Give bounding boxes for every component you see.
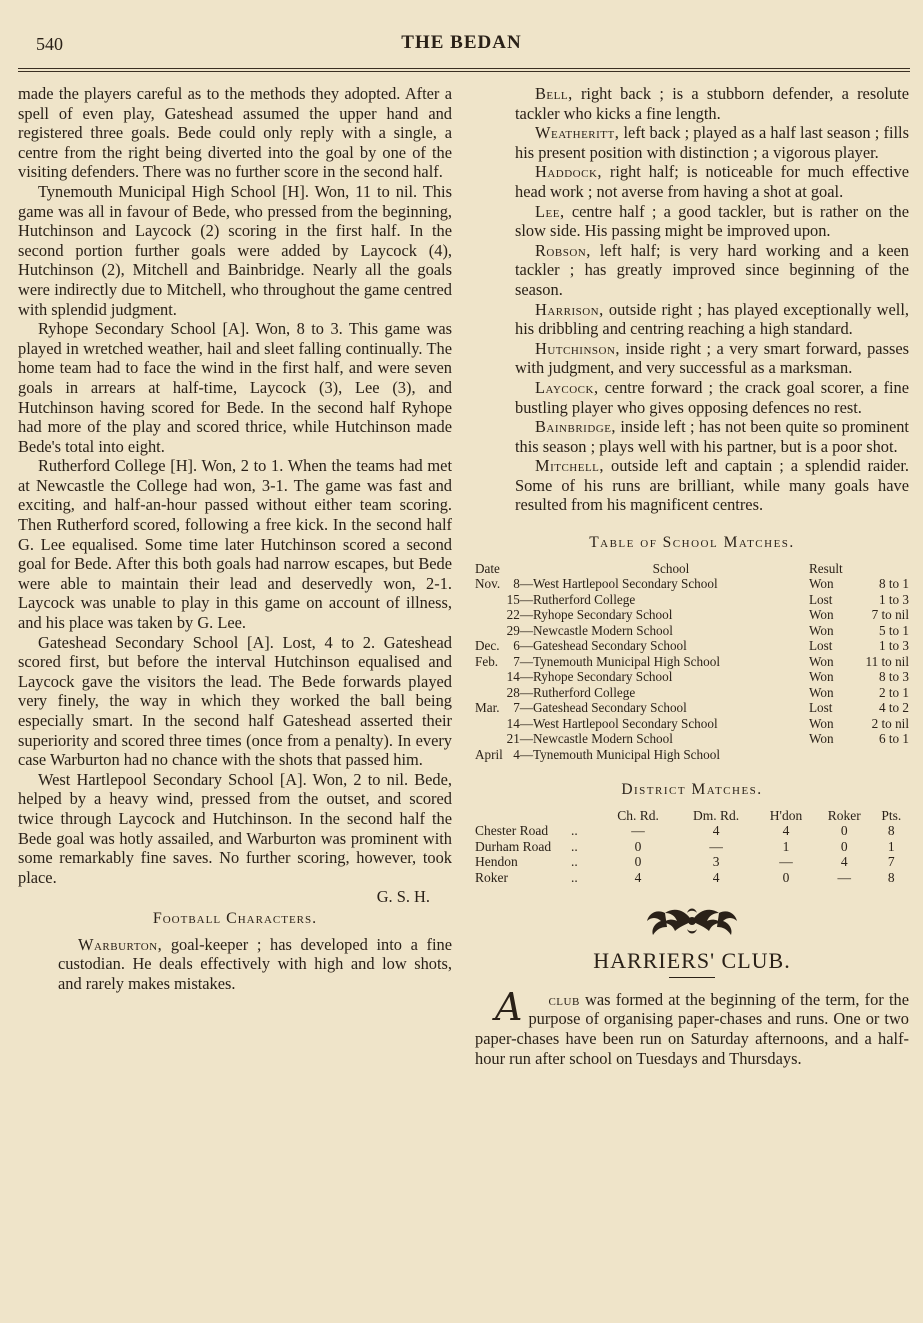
match-school-cell: West Hartlepool Secondary School xyxy=(533,576,718,592)
match-result-cell xyxy=(809,747,853,763)
district-team-cell: Durham Road xyxy=(475,838,552,854)
match-day: 6— xyxy=(513,638,533,654)
table-row xyxy=(475,823,909,839)
author-signature: G. S. H. xyxy=(376,887,430,907)
table-row xyxy=(475,576,909,592)
characters-heading: Football Characters. xyxy=(152,909,318,927)
district-score-cell: 8 xyxy=(887,823,895,839)
district-score-cell: 8 xyxy=(887,869,895,885)
character-name: Weatheritt, xyxy=(535,123,620,143)
match-month: April xyxy=(475,746,503,762)
left-column xyxy=(18,84,452,993)
match-result-cell: Won xyxy=(809,576,834,592)
school-column-header: School xyxy=(652,560,690,576)
match-day-number: 7 xyxy=(513,653,520,669)
match-month: Dec. xyxy=(475,638,500,654)
character-name: Mitchell, xyxy=(535,456,604,476)
match-score-cell: 7 to nil xyxy=(871,607,909,623)
character-name: Bell, xyxy=(535,84,573,103)
match-result-cell: Lost xyxy=(809,638,833,654)
match-date-cell xyxy=(475,747,533,763)
school-matches-table xyxy=(475,561,909,763)
district-team-cell: Hendon xyxy=(475,854,518,870)
match-school-cell: Tynemouth Municipal High School xyxy=(533,746,720,762)
match-school-cell: Ryhope Secondary School xyxy=(533,607,673,623)
match-day-number: 6 xyxy=(513,638,520,654)
match-date-cell xyxy=(475,654,533,670)
match-day-number: 14 xyxy=(506,669,520,685)
drop-cap: A xyxy=(495,984,523,1029)
match-day: 8— xyxy=(513,576,533,592)
match-school-cell: Tynemouth Municipal High School xyxy=(533,653,720,669)
character-description: goal-keeper ; has developed into a fine custodian. He deals effectively with high and low shots, and rarely makes mistakes. xyxy=(58,934,452,993)
character-description: right half; is noticeable for much effective head work ; not averse from having a shot at goal. xyxy=(515,162,909,201)
character-entry xyxy=(475,241,909,300)
match-day: 4— xyxy=(513,746,533,762)
header-rule xyxy=(18,68,910,69)
match-day-number: 28 xyxy=(506,684,520,700)
match-day-number: 22 xyxy=(506,607,520,623)
character-description: centre forward ; the crack goal scorer, a fine bustling player who gives opposing defences no rest. xyxy=(515,377,909,417)
match-month: Feb. xyxy=(475,653,499,669)
match-day-number: 4 xyxy=(513,746,520,762)
match-day: 7— xyxy=(513,700,533,716)
character-name: Harrison, xyxy=(535,299,604,319)
match-result-cell: Won xyxy=(809,669,834,685)
table-row xyxy=(475,685,909,701)
character-name: Laycock, xyxy=(535,377,599,397)
district-matches-body xyxy=(475,823,909,885)
match-date-cell xyxy=(475,638,533,654)
match-day-number: 15 xyxy=(506,591,520,607)
match-date-cell xyxy=(475,576,533,592)
leader-dots: .. xyxy=(571,869,578,885)
character-entry xyxy=(475,162,909,201)
character-name: Warburton, xyxy=(78,934,163,954)
district-score-cell: 4 xyxy=(840,854,848,870)
match-result-cell: Won xyxy=(809,684,834,700)
match-school-cell: Rutherford College xyxy=(533,591,636,607)
match-score-cell: 5 to 1 xyxy=(878,622,909,638)
match-result-cell: Lost xyxy=(809,700,833,716)
match-score-cell: 4 to 2 xyxy=(878,700,909,716)
character-entry xyxy=(475,417,909,456)
table-row xyxy=(475,870,909,886)
match-day: 22— xyxy=(506,607,533,623)
match-day-number: 29 xyxy=(506,622,520,638)
character-entry xyxy=(18,935,452,994)
match-date-cell xyxy=(475,731,533,747)
match-score-cell: 1 to 3 xyxy=(878,591,909,607)
district-score-cell: 0 xyxy=(782,869,790,885)
district-score-cell: — xyxy=(779,854,793,870)
dots-column-header xyxy=(571,808,601,824)
table-row xyxy=(475,747,909,763)
table-row xyxy=(475,654,909,670)
leader-dots: .. xyxy=(571,854,578,870)
match-school-cell: Newcastle Modern School xyxy=(533,622,673,638)
school-matches-body xyxy=(475,576,909,762)
match-day: 15— xyxy=(506,591,533,607)
match-score-cell: 11 to nil xyxy=(865,653,909,669)
district-team-cell: Chester Road xyxy=(475,823,549,839)
district-score-cell: 7 xyxy=(887,854,895,870)
district-score-cell: 1 xyxy=(782,838,790,854)
district-score-cell: 0 xyxy=(840,838,848,854)
character-entry xyxy=(475,202,909,241)
table-row xyxy=(475,854,909,870)
match-school-cell: Newcastle Modern School xyxy=(533,731,673,747)
district-matches-table xyxy=(475,808,909,886)
district-column-header: Dm. Rd. xyxy=(693,807,740,823)
character-description: inside right ; a very smart forward, passes with judgment, and very successful as a marksman. xyxy=(515,338,909,378)
character-name: Haddock, xyxy=(535,162,602,182)
district-matches-title: District Matches. xyxy=(621,781,763,799)
district-score-cell: 0 xyxy=(634,838,642,854)
match-school-cell: Ryhope Secondary School xyxy=(533,669,673,685)
match-result-cell: Won xyxy=(809,653,834,669)
district-score-cell: 0 xyxy=(634,854,642,870)
page-header xyxy=(0,30,923,64)
match-score-cell: 2 to nil xyxy=(871,715,909,731)
table-header-row xyxy=(475,561,909,577)
match-result-cell: Won xyxy=(809,622,834,638)
character-description: left back ; played as a half last season ; fills his present position with distinction ; a vigorous player. xyxy=(515,123,909,162)
character-entry xyxy=(475,378,909,417)
character-description: outside right ; has played exceptionally well, his dribbling and centring reaching a high standard. xyxy=(515,299,909,339)
match-score-cell: 1 to 3 xyxy=(878,638,909,654)
district-score-cell: 4 xyxy=(712,869,720,885)
match-school-cell: Rutherford College xyxy=(533,684,636,700)
character-entry xyxy=(475,339,909,378)
table-row xyxy=(475,700,909,716)
table-row xyxy=(475,731,909,747)
character-name: Robson, xyxy=(535,240,591,260)
header-rule-double xyxy=(18,71,910,72)
right-column xyxy=(475,84,909,1068)
match-score-cell xyxy=(853,747,909,763)
character-name: Bainbridge, xyxy=(535,417,617,437)
table-header-row xyxy=(475,808,909,824)
match-day: 28— xyxy=(506,684,533,700)
match-day: 29— xyxy=(506,622,533,638)
page-number: 540 xyxy=(36,34,63,54)
match-date-cell xyxy=(475,623,533,639)
table-row xyxy=(475,623,909,639)
district-score-cell: — xyxy=(837,869,851,885)
school-matches-title: Table of School Matches. xyxy=(589,534,795,552)
harriers-club-text: was formed at the beginning of the term, for the purpose of organising paper-chases and runs. One or two paper-chases have been run on Saturday afternoons, and a half-hour run after school on Tuesdays and Thursdays. xyxy=(475,989,909,1068)
district-score-cell: 0 xyxy=(840,823,848,839)
character-name: Lee, xyxy=(535,201,565,221)
match-date-cell xyxy=(475,685,533,701)
match-date-cell xyxy=(475,669,533,685)
match-result-cell: Won xyxy=(809,731,834,747)
date-column-header: Date xyxy=(475,560,500,576)
district-column-header: H'don xyxy=(769,807,803,823)
leader-dots: .. xyxy=(571,823,578,839)
match-score-cell: 6 to 1 xyxy=(878,731,909,747)
paragraph-lead-word: club xyxy=(548,989,580,1009)
table-row xyxy=(475,716,909,732)
match-date-cell xyxy=(475,607,533,623)
result-column-header: Result xyxy=(809,560,843,576)
match-school-cell: Gateshead Secondary School xyxy=(533,638,687,654)
table-row xyxy=(475,638,909,654)
character-description: inside left ; has not been quite so prominent this season ; plays well with his partner, but is a poor shot. xyxy=(515,417,909,456)
match-score-cell: 8 to 1 xyxy=(878,576,909,592)
match-day: 21— xyxy=(506,731,533,747)
match-report-paragraph: Gateshead Secondary School [A]. Lost, 4 to 2. Gateshead scored first, but before the interval Hutchinson equalised and Laycock gave the visitors the lead. The Bede forwards played very finely, the way in which they worked the ball being especially smart. In the second half Gateshead asserted their superiority and scored three times (once from a penalty). In every case Warburton had no chance with the shots that passed him. xyxy=(18,632,452,770)
district-score-cell: 3 xyxy=(712,854,720,870)
match-day: 14— xyxy=(506,669,533,685)
match-date-cell xyxy=(475,716,533,732)
match-day: 14— xyxy=(506,715,533,731)
match-score-cell: 2 to 1 xyxy=(878,684,909,700)
character-description: centre half ; a good tackler, but is rather on the slow side. His passing might be improved upon. xyxy=(515,201,909,241)
district-score-cell: 4 xyxy=(634,869,642,885)
leader-dots: .. xyxy=(571,838,578,854)
match-month: Nov. xyxy=(475,576,501,592)
district-score-cell: 4 xyxy=(782,823,790,839)
table-row xyxy=(475,669,909,685)
match-report-paragraph: Ryhope Secondary School [A]. Won, 8 to 3. This game was played in wretched weather, hail and sleet falling continually. The home team had to face the wind in the first half, and were seven goals in arrears at half-time, Laycock (3), Lee (3), and Hutchinson having scored for Bede. In the second half Ryhope had more of the play and scored thrice, while Hutchinson made Bede's total into eight. xyxy=(18,319,452,456)
character-entry xyxy=(475,84,909,123)
character-name: Hutchinson, xyxy=(535,338,620,358)
match-date-cell xyxy=(475,700,533,716)
match-month: Mar. xyxy=(475,700,500,716)
character-entry xyxy=(475,123,909,162)
harriers-club-title: HARRIERS' CLUB. xyxy=(593,948,791,974)
match-date-cell xyxy=(475,592,533,608)
district-column-header: Pts. xyxy=(881,807,902,823)
team-column-header xyxy=(475,808,571,824)
match-score-cell: 8 to 3 xyxy=(878,669,909,685)
harriers-club-paragraph xyxy=(475,984,909,1068)
match-result-cell: Won xyxy=(809,607,834,623)
character-entry xyxy=(475,300,909,339)
district-column-header: Roker xyxy=(827,807,861,823)
match-report-paragraph: Rutherford College [H]. Won, 2 to 1. When the teams had met at Newcastle the College had won, 3-1. The game was fast and exciting, and half-an-hour passed without either team scoring. Then Rutherford scored, following a free kick. In the second half G. Lee equalised. Some time later Hutchinson scored a second goal for Bede. After this both goals had narrow escapes, but Bede were able to maintain their lead and deservedly won, 2-1. Laycock was unable to play in this game on account of illness, and his place was taken by G. Lee. xyxy=(18,456,452,633)
district-column-header: Ch. Rd. xyxy=(617,807,659,823)
table-row xyxy=(475,592,909,608)
district-team-cell: Roker xyxy=(475,869,508,885)
match-report-paragraph: West Hartlepool Secondary School [A]. Won, 2 to nil. Bede, helped by a heavy wind, pressed from the outset, and scored twice through Laycock and Hutchinson. In the second half the Bede goal was hotly assailed, and Warburton was prominent with some remarkably fine saves. No further scoring, however, took place. xyxy=(18,769,452,887)
match-day-number: 8 xyxy=(513,576,520,592)
district-score-cell: — xyxy=(709,838,723,854)
fleuron-ornament-icon xyxy=(637,899,747,943)
district-score-cell: 1 xyxy=(887,838,895,854)
match-report-paragraph: made the players careful as to the methods they adopted. After a spell of even play, Gateshead assumed the upper hand and registered three goals. Bede could only reply with a single, a centre from the right being diverted into the goal by one of the visiting defenders. There was no further score in the second half. xyxy=(18,84,452,182)
table-row xyxy=(475,607,909,623)
match-day-number: 14 xyxy=(506,715,520,731)
district-score-cell: — xyxy=(631,823,645,839)
district-score-cell: 4 xyxy=(712,823,720,839)
match-school-cell: West Hartlepool Secondary School xyxy=(533,715,718,731)
title-rule xyxy=(669,977,715,978)
table-row xyxy=(475,839,909,855)
character-description: left half; is very hard working and a keen tackler ; has greatly improved since beginning of the season. xyxy=(515,240,909,299)
match-day-number: 21 xyxy=(506,731,520,747)
match-result-cell: Won xyxy=(809,715,834,731)
character-description: outside left and captain ; a splendid raider. Some of his runs are brilliant, while many goals have resulted from his magnificent centres. xyxy=(515,456,909,515)
character-entry xyxy=(475,456,909,515)
match-day-number: 7 xyxy=(513,700,520,716)
match-school-cell: Gateshead Secondary School xyxy=(533,700,687,716)
match-day: 7— xyxy=(513,653,533,669)
match-report-paragraph: Tynemouth Municipal High School [H]. Won, 11 to nil. This game was all in favour of Bede, who pressed from the beginning, Hutchinson and Laycock (2) scoring in the first half. In the second portion further goals were added by Laycock (4), Hutchinson (2), Mitchell and Bainbridge. Nearly all the goals were indirectly due to Mitchell, who throughout the game centred with splendid judgment. xyxy=(18,181,452,319)
running-title: THE BEDAN xyxy=(401,32,522,53)
character-description: right back ; is a stubborn defender, a resolute tackler who kicks a fine length. xyxy=(515,84,909,123)
match-result-cell: Lost xyxy=(809,591,833,607)
